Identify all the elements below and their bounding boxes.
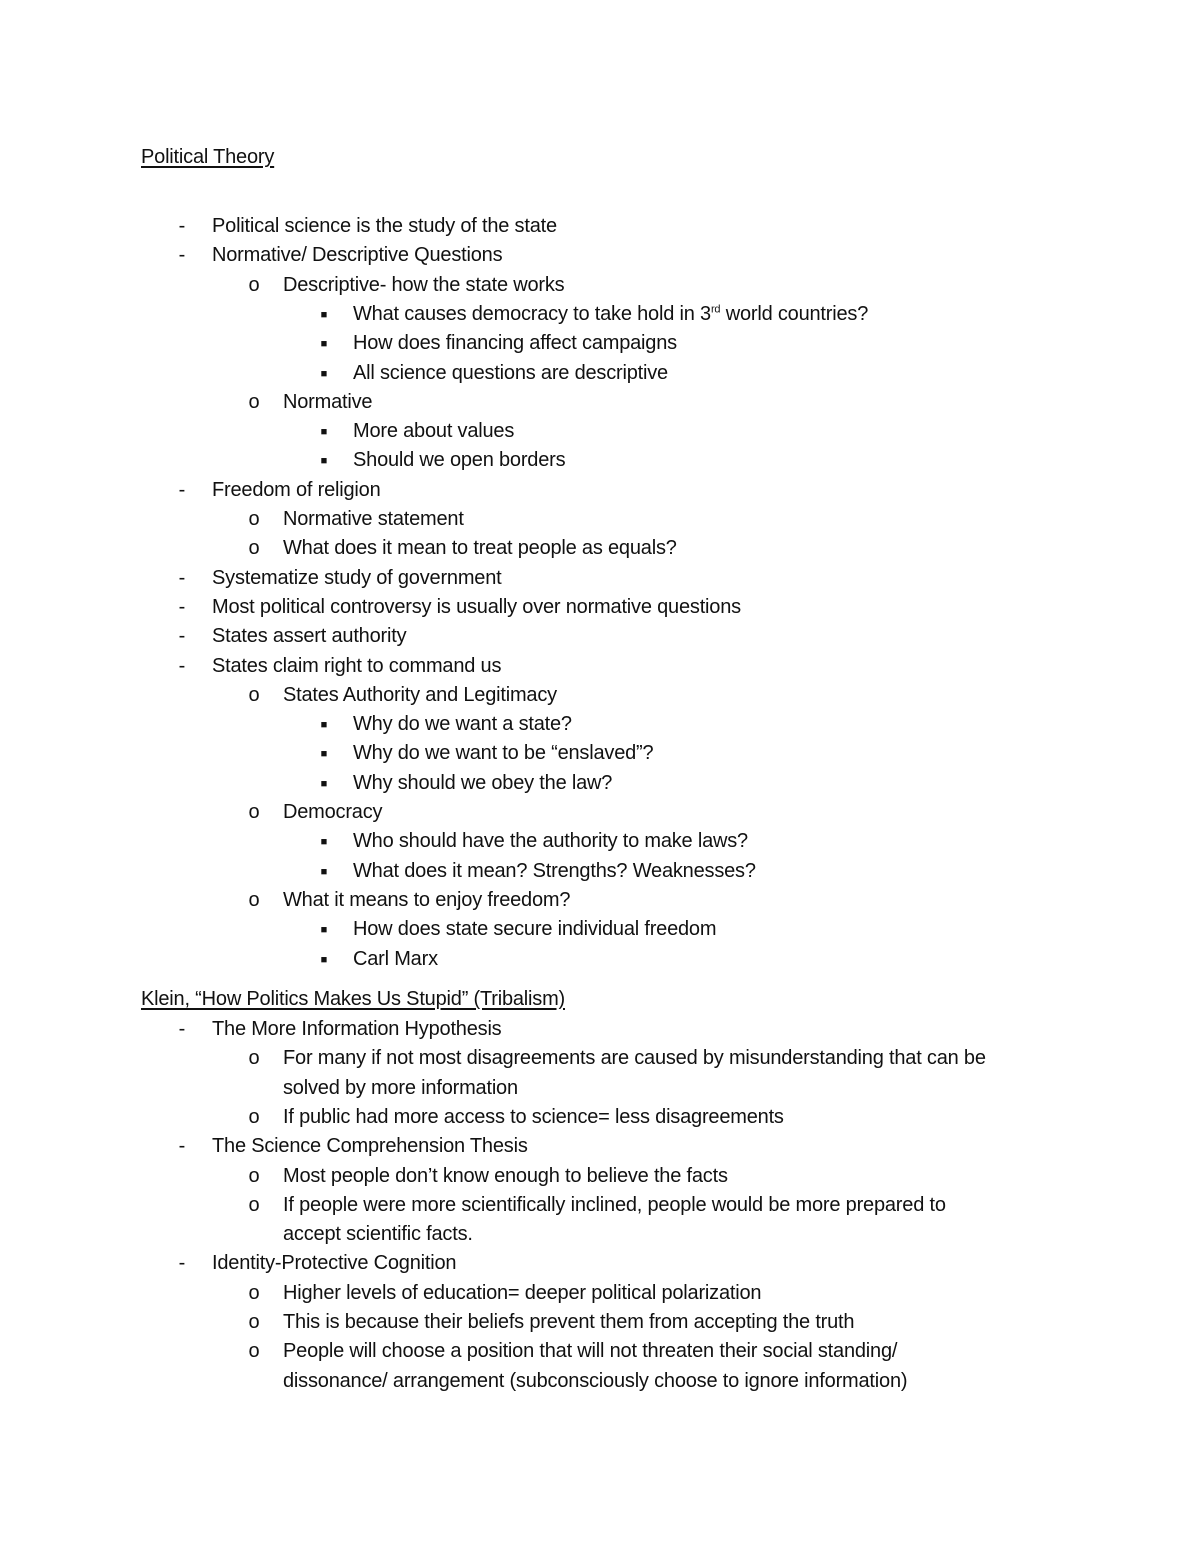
circle-bullet: o xyxy=(248,1164,260,1187)
list-item-text: All science questions are descriptive xyxy=(353,361,668,384)
list-item-text: What it means to enjoy freedom? xyxy=(283,888,571,911)
list-item-text: States assert authority xyxy=(212,625,407,648)
list-item-text: Political science is the study of the state xyxy=(212,215,557,237)
list-item-text: How does financing affect campaigns xyxy=(353,332,677,355)
circle-bullet: o xyxy=(248,273,260,296)
circle-bullet: o xyxy=(248,390,260,413)
list-item-text-part: world countries? xyxy=(720,302,869,325)
list-item-text: Identity-Protective Cognition xyxy=(212,1252,457,1275)
dash-bullet: - xyxy=(178,244,186,267)
dash-bullet: - xyxy=(178,478,186,501)
list-item-text: Higher levels of education= deeper political polarization xyxy=(283,1281,762,1304)
square-bullet-icon: ■ xyxy=(320,719,328,732)
list-item-text: States Authority and Legitimacy xyxy=(283,683,557,706)
dash-bullet: - xyxy=(178,215,186,237)
square-bullet-icon: ■ xyxy=(320,865,328,878)
square-bullet-icon: ■ xyxy=(320,924,328,937)
square-bullet-icon: ■ xyxy=(320,308,328,321)
list-item-text: Carl Marx xyxy=(353,947,438,970)
circle-bullet: o xyxy=(248,1047,260,1070)
circle-bullet: o xyxy=(248,1193,260,1216)
list-item-text: What does it mean to treat people as equals? xyxy=(283,537,677,560)
circle-bullet: o xyxy=(248,683,260,706)
circle-bullet: o xyxy=(248,1311,260,1333)
list-item-text: Why do we want to be “enslaved”? xyxy=(353,742,654,765)
list-item-text: Should we open borders xyxy=(353,449,566,472)
list-item-text: Why do we want a state? xyxy=(353,713,572,736)
list-item-text: Democracy xyxy=(283,801,383,823)
list-item-text: States claim right to command us xyxy=(212,654,502,677)
section-heading: Klein, “How Politics Makes Us Stupid” (Tribalism) xyxy=(141,988,565,1010)
square-bullet-icon: ■ xyxy=(320,748,328,761)
dash-bullet: - xyxy=(178,1135,186,1158)
list-item-text: If people were more scientifically inclined, people would be more prepared to xyxy=(283,1193,946,1216)
list-item-text: Systematize study of government xyxy=(212,566,502,589)
square-bullet-icon: ■ xyxy=(320,777,328,790)
section-heading: Political Theory xyxy=(141,146,275,168)
list-item-text: Freedom of religion xyxy=(212,478,381,501)
square-bullet-icon: ■ xyxy=(320,367,328,380)
list-item-text: Normative xyxy=(283,390,373,413)
circle-bullet: o xyxy=(248,537,260,560)
square-bullet-icon: ■ xyxy=(320,455,328,468)
list-item-continuation: solved by more information xyxy=(283,1076,518,1099)
list-item-text-part: What causes democracy to take hold in 3 xyxy=(353,302,711,325)
list-item-text: This is because their beliefs prevent them from accepting the truth xyxy=(283,1311,855,1333)
dash-bullet: - xyxy=(178,1252,186,1275)
list-item-text: Who should have the authority to make laws? xyxy=(353,830,748,853)
list-item-text xyxy=(353,302,868,326)
list-item-text: Most political controversy is usually over normative questions xyxy=(212,595,741,618)
dash-bullet: - xyxy=(178,625,186,648)
list-item-continuation: accept scientific facts. xyxy=(283,1223,473,1246)
square-bullet-icon: ■ xyxy=(320,338,328,351)
list-item-text: Normative/ Descriptive Questions xyxy=(212,244,503,267)
circle-bullet: o xyxy=(248,888,260,911)
circle-bullet: o xyxy=(248,1281,260,1304)
list-item-text: What does it mean? Strengths? Weaknesses? xyxy=(353,859,756,882)
list-item-text: The More Information Hypothesis xyxy=(212,1018,502,1040)
list-item-text: How does state secure individual freedom xyxy=(353,918,717,941)
circle-bullet: o xyxy=(248,1340,260,1363)
dash-bullet: - xyxy=(178,654,186,677)
square-bullet-icon: ■ xyxy=(320,836,328,849)
list-item-text: More about values xyxy=(353,420,515,443)
list-item-text: If public had more access to science= less disagreements xyxy=(283,1105,784,1128)
list-item-text: The Science Comprehension Thesis xyxy=(212,1135,528,1158)
circle-bullet: o xyxy=(248,801,260,823)
list-item-text: Normative statement xyxy=(283,508,464,530)
square-bullet-icon: ■ xyxy=(320,953,328,966)
ordinal-superscript: rd xyxy=(710,303,721,316)
list-item-continuation: dissonance/ arrangement (subconsciously choose to ignore information) xyxy=(283,1369,908,1392)
dash-bullet: - xyxy=(178,595,186,618)
list-item-text: Most people don’t know enough to believe the facts xyxy=(283,1164,728,1187)
list-item-text: Descriptive- how the state works xyxy=(283,273,565,296)
circle-bullet: o xyxy=(248,508,260,530)
list-item-text: For many if not most disagreements are caused by misunderstanding that can be xyxy=(283,1047,986,1070)
list-item-text: People will choose a position that will not threaten their social standing/ xyxy=(283,1340,898,1363)
dash-bullet: - xyxy=(178,1018,186,1040)
square-bullet-icon: ■ xyxy=(320,426,328,439)
dash-bullet: - xyxy=(178,566,186,589)
circle-bullet: o xyxy=(248,1105,260,1128)
list-item-text: Why should we obey the law? xyxy=(353,771,613,794)
